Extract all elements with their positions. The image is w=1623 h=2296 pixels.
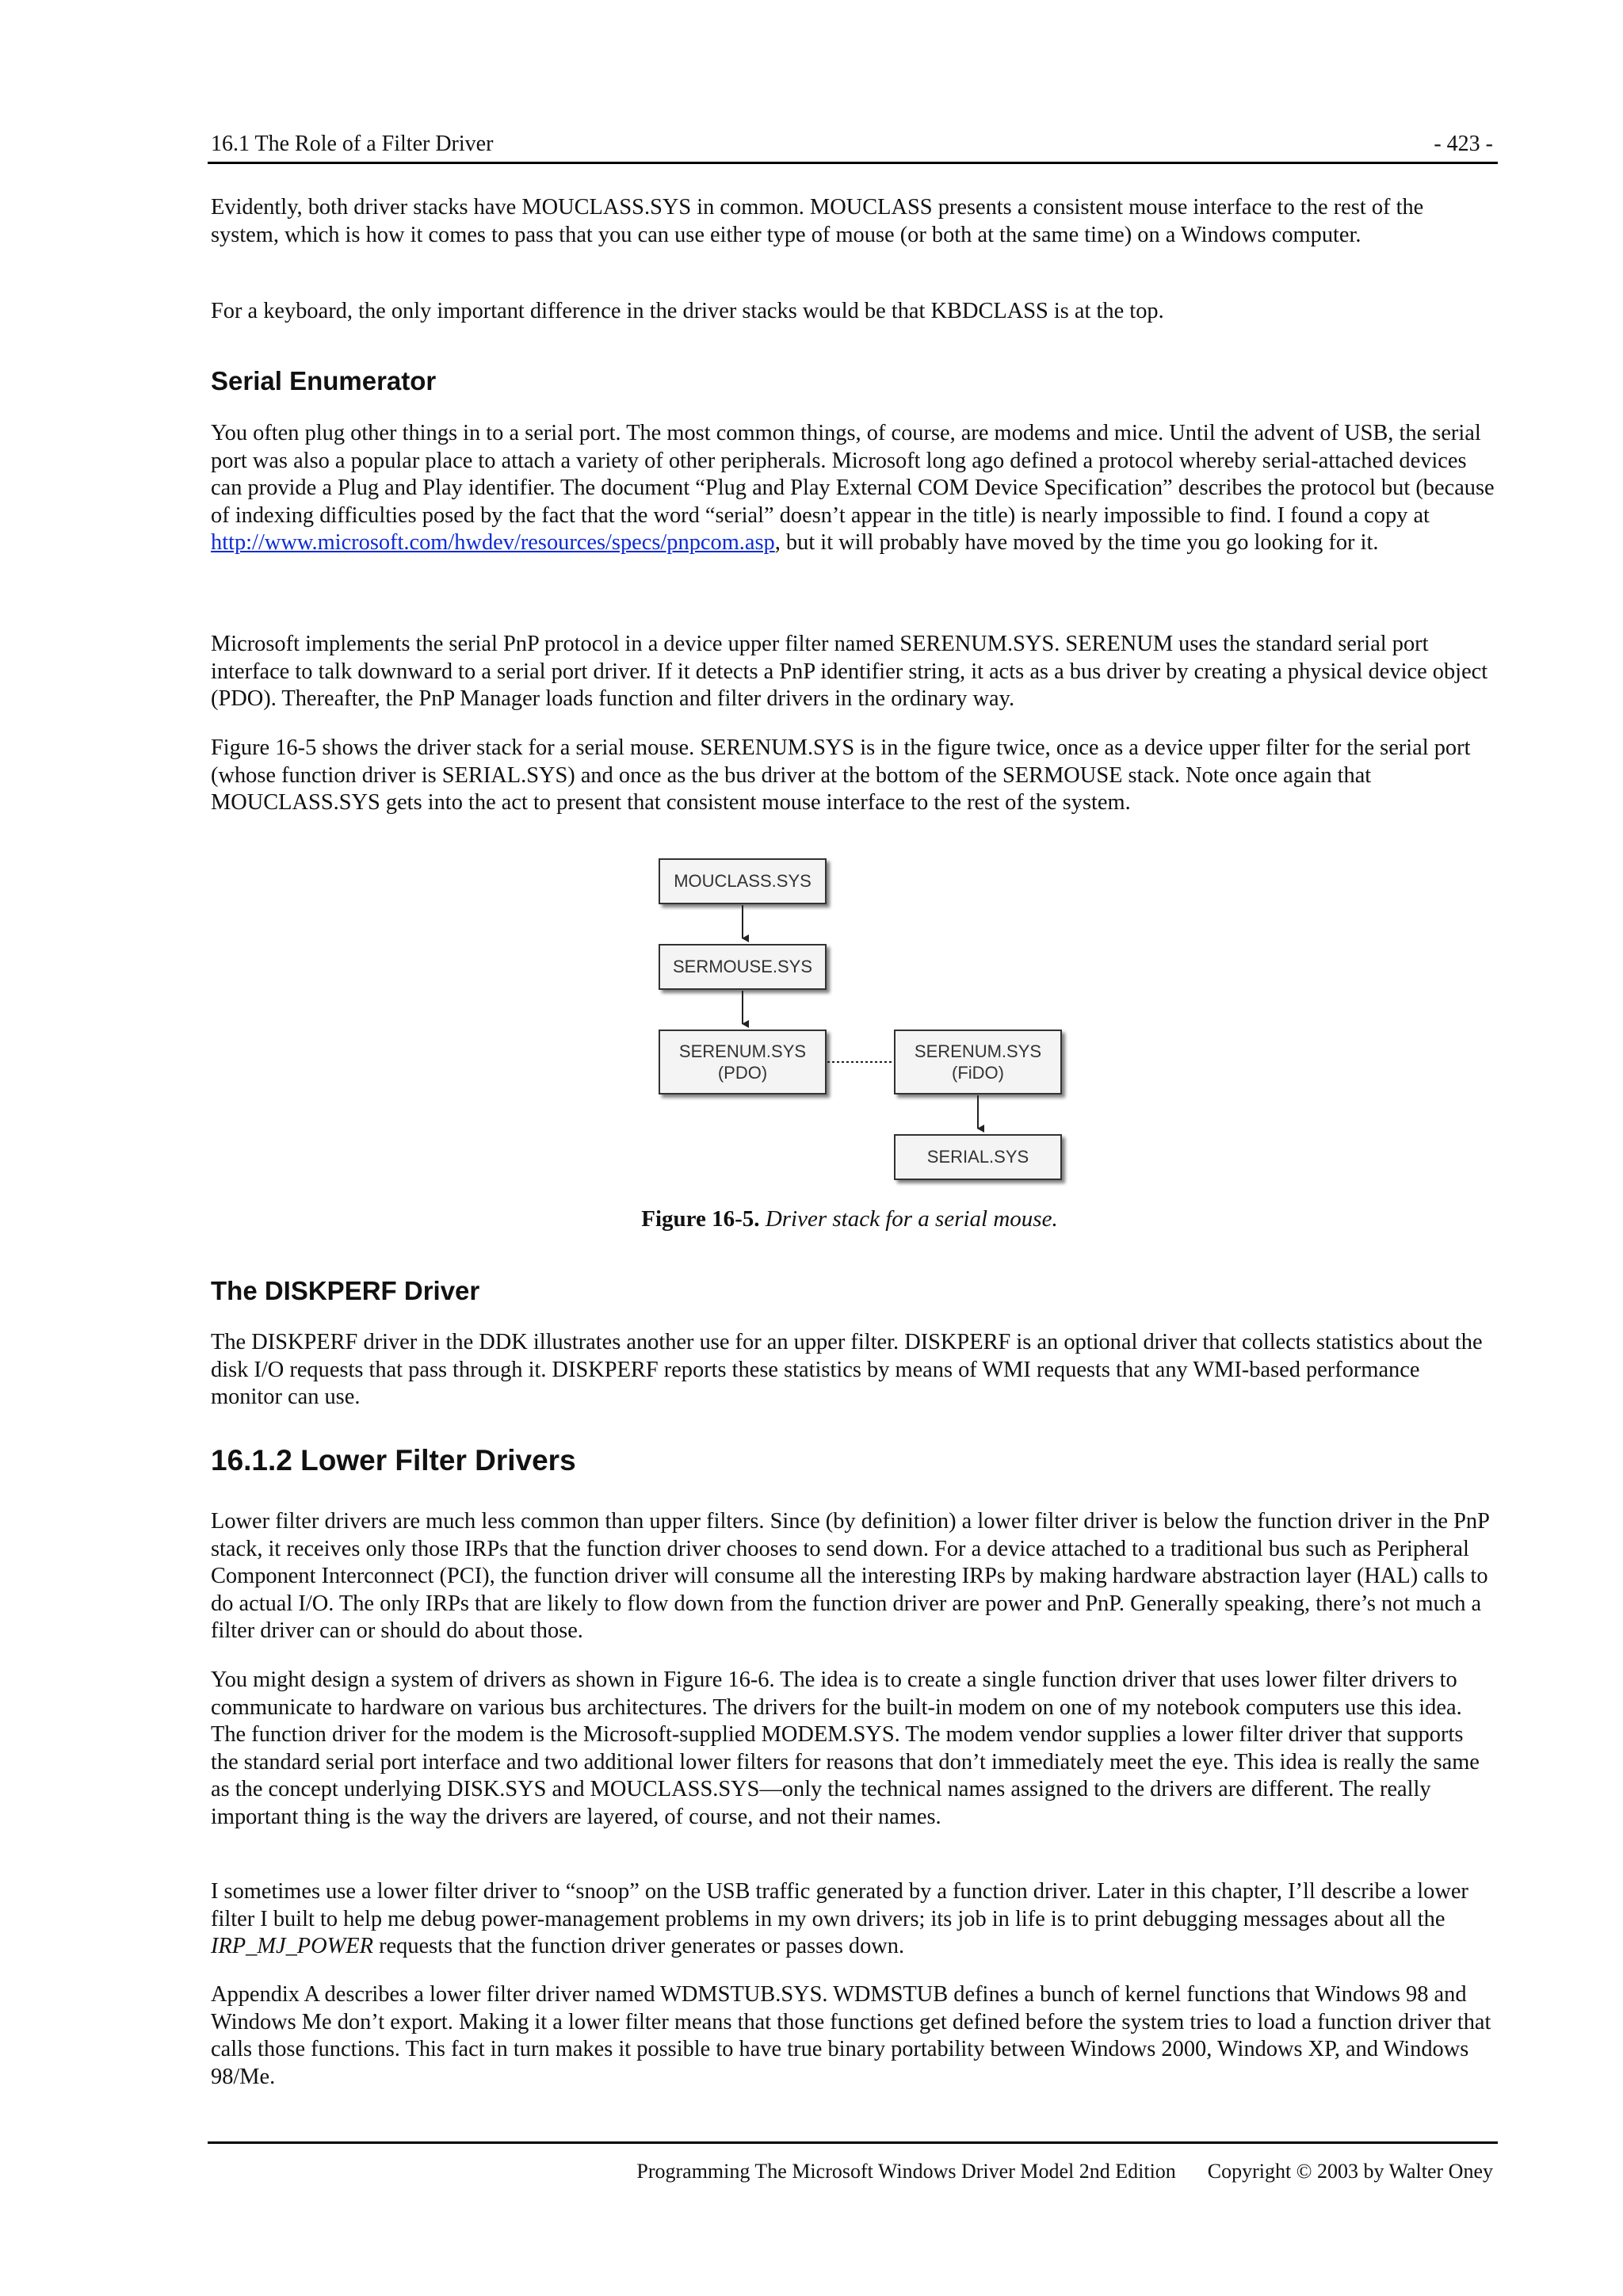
box-serial xyxy=(895,1135,1061,1179)
header-page-number: - 423 - xyxy=(1434,132,1493,156)
box-serenum-fido xyxy=(895,1030,1061,1094)
running-header xyxy=(208,128,1498,164)
paragraph-serial-port-text-a: You often plug other things in to a serial port. The most common things, of course, are modems and mice. Until the advent of USB, the serial port was also a popular place to attach a variety of other peripherals. Microsoft long ago defined a protocol whereby serial-attached devices can provide a Plug and Play identifier. The document “Plug and Play External COM Device Specification” describes the protocol but (because of indexing difficulties posed by the fact that the word “serial” doesn’t appear in the title) is nearly impossible to find. I found a copy at xyxy=(211,421,1495,528)
heading-lower-filter-drivers: 16.1.2 Lower Filter Drivers xyxy=(211,1444,576,1477)
heading-serial-enumerator: Serial Enumerator xyxy=(211,366,437,395)
paragraph-snoop xyxy=(211,1878,1495,1961)
footer-book-title: Programming The Microsoft Windows Driver Model 2nd Edition xyxy=(636,2160,1176,2183)
pnpcom-spec-link[interactable]: http://www.microsoft.com/hwdev/resources/specs/pnpcom.asp xyxy=(211,530,775,555)
figure-caption xyxy=(208,1206,1491,1232)
paragraph-lower-filters: Lower filter drivers are much less common than upper filters. Since (by definition) a lower filter driver is below the function driver in the PnP stack, it receives only those IRPs that the function driver chooses to send down. For a device attached to a traditional bus such as Peripheral Component Interconnect (PCI), the function driver will consume all the interesting IRPs by making hardware abstraction layer (HAL) calls to do actual I/O. The only IRPs that are likely to flow down from the function driver are power and PnP. Generally speaking, there’s not much a filter driver can or should do about those. xyxy=(211,1509,1489,1643)
box-serenum-fido-label-1: SERENUM.SYS xyxy=(914,1041,1042,1061)
box-sermouse xyxy=(659,945,826,989)
figure-caption-text: Driver stack for a serial mouse. xyxy=(759,1206,1058,1232)
box-serenum-fido-label-2: (FiDO) xyxy=(952,1063,1004,1083)
paragraph-snoop-text-a: I sometimes use a lower filter driver to “snoop” on the USB traffic generated by a function driver. Later in this chapter, I’ll describe a lower filter I built to help me debug power-management problems in my own drivers; its job in life is to print debugging messages about all the xyxy=(211,1879,1468,1931)
paragraph-serial-port-text-b: , but it will probably have moved by the time you go looking for it. xyxy=(774,530,1379,555)
running-footer xyxy=(208,2141,1498,2183)
paragraph-modem-design: You might design a system of drivers as shown in Figure 16-6. The idea is to create a single function driver that uses lower filter drivers to communicate to hardware on various bus architectures. The drivers for the built-in modem on one of my notebook computers use this idea. The function driver for the modem is the Microsoft-supplied MODEM.SYS. The modem vendor supplies a lower filter driver that supports the standard serial port interface and two additional lower filters for reasons that don’t immediately meet the eye. This idea is really the same as the concept underlying DISK.SYS and MOUCLASS.SYS—only the technical names assigned to the drivers are different. The really important thing is the way the drivers are layered, of course, and not their names. xyxy=(211,1668,1480,1829)
footer-copyright: Copyright © 2003 by Walter Oney xyxy=(1207,2160,1493,2183)
box-mouclass xyxy=(659,859,826,904)
figure-caption-number: Figure 16-5. xyxy=(641,1206,760,1232)
paragraph-diskperf: The DISKPERF driver in the DDK illustrates another use for an upper filter. DISKPERF is an optional driver that collects statistics about the disk I/O requests that pass through it. DISKPERF reports these statistics by means of WMI requests that any WMI-based performance monitor can use. xyxy=(211,1330,1483,1409)
paragraph-keyboard: For a keyboard, the only important difference in the driver stacks would be that KBDCLASS is at the top. xyxy=(211,299,1164,323)
box-sermouse-label: SERMOUSE.SYS xyxy=(672,957,813,976)
driver-stack-figure xyxy=(643,848,1119,1189)
box-serenum-pdo-label-2: (PDO) xyxy=(717,1063,768,1083)
heading-diskperf: The DISKPERF Driver xyxy=(211,1276,480,1305)
box-serenum-pdo xyxy=(659,1030,826,1094)
paragraph-serial-port xyxy=(211,420,1495,557)
paragraph-wdmstub: Appendix A describes a lower filter driver named WDMSTUB.SYS. WDMSTUB defines a bunch of kernel functions that Windows 98 and Windows Me don’t export. Making it a lower filter means that those functions get defined before the system tries to load a function driver that calls those functions. This fact in turn makes it possible to have true binary portability between Windows 2000, Windows XP, and Windows 98/Me. xyxy=(211,1982,1491,2089)
irp-mj-power-code: IRP_MJ_POWER xyxy=(211,1934,373,1958)
box-serenum-pdo-label-1: SERENUM.SYS xyxy=(678,1041,807,1061)
header-section-title: 16.1 The Role of a Filter Driver xyxy=(211,132,494,156)
paragraph-snoop-text-b: requests that the function driver generates or passes down. xyxy=(372,1934,905,1958)
paragraph-mouclass-common: Evidently, both driver stacks have MOUCLASS.SYS in common. MOUCLASS presents a consistent mouse interface to the rest of the system, which is how it comes to pass that you can use either type of mouse (or both at the same time) on a Windows computer. xyxy=(211,195,1424,247)
box-mouclass-label: MOUCLASS.SYS xyxy=(674,871,812,891)
paragraph-figure-ref: Figure 16-5 shows the driver stack for a serial mouse. SERENUM.SYS is in the figure twice, once as a device upper filter for the serial port (whose function driver is SERIAL.SYS) and once as the bus driver at the bottom of the SERMOUSE stack. Note once again that MOUCLASS.SYS gets into the act to present that consistent mouse interface to the rest of the system. xyxy=(211,735,1471,815)
paragraph-serenum: Microsoft implements the serial PnP protocol in a device upper filter named SERENUM.SYS. SERENUM uses the standard serial port interface to talk downward to a serial port driver. If it detects a PnP identifier string, it acts as a bus driver by creating a physical device object (PDO). Thereafter, the PnP Manager loads function and filter drivers in the ordinary way. xyxy=(211,632,1488,711)
driver-stack-diagram xyxy=(643,848,1119,1189)
box-serial-label: SERIAL.SYS xyxy=(926,1147,1029,1167)
